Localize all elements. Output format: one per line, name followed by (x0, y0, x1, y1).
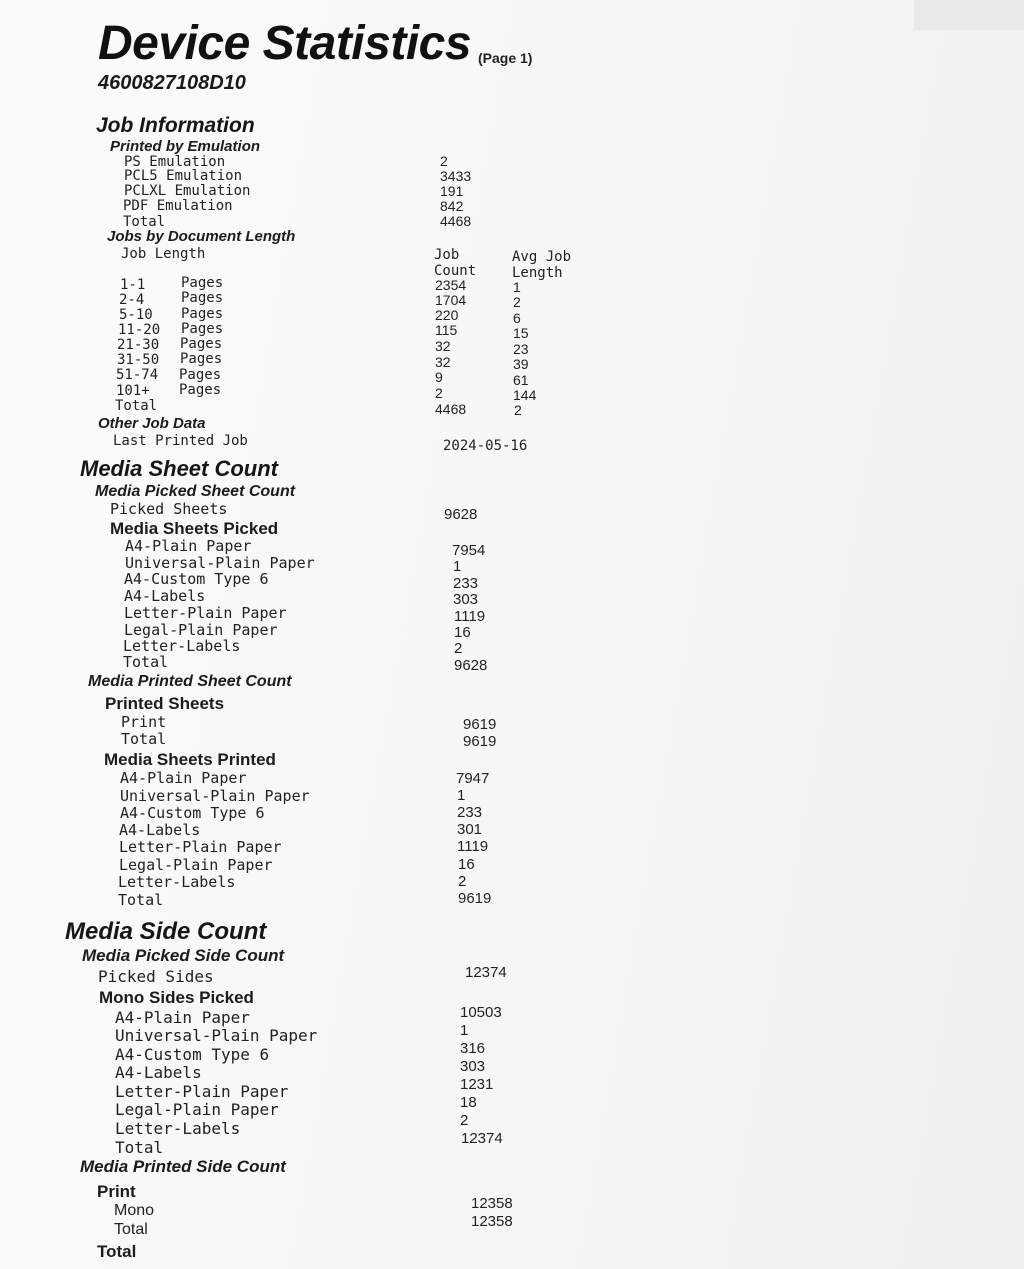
list-item-value: 1 (460, 1022, 469, 1039)
col-header-job-count: Job (434, 247, 460, 263)
media-side-count-heading: Media Side Count (65, 918, 267, 945)
list-item-label: A4-Custom Type 6 (124, 570, 269, 588)
emulation-label: PCLXL Emulation (124, 183, 251, 199)
count-cell: 2354 (435, 277, 467, 293)
count-cell: 4468 (435, 401, 467, 417)
list-item-label: A4-Plain Paper (120, 769, 247, 787)
unit-cell: Pages (180, 351, 223, 367)
list-item-value: 12374 (461, 1130, 503, 1147)
printed-sheets-heading: Printed Sheets (105, 694, 225, 713)
picked-sides-value: 12374 (465, 964, 507, 981)
list-item-label: Legal-Plain Paper (115, 1100, 279, 1119)
list-item-value: 18 (460, 1094, 477, 1111)
list-item-value: 303 (460, 1058, 486, 1075)
unit-cell: Pages (181, 275, 224, 291)
avg-cell: 2 (514, 402, 522, 418)
list-item-label: Letter-Labels (123, 637, 241, 655)
range-cell: 51-74 (116, 367, 159, 383)
list-item-label: A4-Labels (119, 821, 201, 839)
list-item-label: Total (118, 891, 164, 909)
mono-label: Mono (114, 1202, 155, 1219)
picked-sheets-label: Picked Sheets (110, 500, 228, 518)
media-printed-side-count-heading: Media Printed Side Count (80, 1157, 286, 1176)
range-cell: 101+ (116, 383, 150, 399)
list-item-label: A4-Labels (115, 1063, 202, 1082)
emulation-value: 2 (440, 153, 448, 169)
list-item-value: 16 (458, 856, 475, 873)
list-item-label: Universal-Plain Paper (120, 787, 310, 805)
emulation-label: PDF Emulation (123, 198, 233, 214)
device-serial: 4600827108D10 (98, 72, 246, 94)
list-item-value: 233 (457, 804, 483, 821)
unit-cell: Pages (180, 336, 223, 352)
list-item-value: 16 (454, 624, 471, 641)
emulation-label: PCL5 Emulation (124, 168, 243, 184)
col-header-avg-length: Length (512, 265, 563, 281)
list-item-label: Total (115, 1138, 164, 1157)
jobs-by-length-heading: Jobs by Document Length (107, 228, 296, 245)
count-cell: 1704 (435, 292, 467, 308)
list-item-value: 7947 (456, 770, 490, 787)
range-cell: 1-1 (120, 277, 146, 293)
final-total-label: Total (97, 1242, 137, 1261)
list-item-label: Universal-Plain Paper (115, 1026, 318, 1045)
last-printed-job-label: Last Printed Job (113, 433, 248, 449)
count-cell: 115 (435, 322, 458, 338)
media-sheets-printed-heading: Media Sheets Printed (104, 750, 276, 769)
list-item-label: A4-Plain Paper (115, 1008, 250, 1027)
list-item-label: Legal-Plain Paper (124, 621, 278, 639)
unit-cell: Pages (181, 290, 224, 306)
list-item-value: 1119 (457, 838, 489, 855)
page-fold-shadow (914, 0, 1024, 30)
list-item-value: 10503 (460, 1004, 502, 1021)
media-picked-sheet-count-heading: Media Picked Sheet Count (95, 483, 296, 500)
list-item-value: 2 (458, 873, 467, 890)
avg-cell: 15 (513, 325, 529, 341)
emulation-value: 842 (440, 198, 464, 214)
count-cell: 9 (435, 369, 443, 385)
picked-sheets-value: 9628 (444, 506, 478, 523)
media-picked-side-count-heading: Media Picked Side Count (82, 946, 285, 965)
avg-cell: 2 (513, 294, 521, 310)
picked-sides-label: Picked Sides (98, 967, 214, 986)
total-label: Total (115, 398, 158, 414)
list-item-value: 2 (460, 1112, 469, 1129)
unit-cell: Pages (179, 367, 222, 383)
avg-cell: 39 (513, 356, 529, 372)
media-printed-sheet-count-heading: Media Printed Sheet Count (88, 673, 292, 690)
list-item-label: Universal-Plain Paper (125, 554, 315, 572)
avg-cell: 1 (513, 279, 521, 295)
unit-cell: Pages (181, 321, 224, 337)
range-cell: 21-30 (117, 337, 160, 353)
print-value: 9619 (463, 716, 497, 733)
list-item-value: 1119 (454, 608, 486, 625)
other-job-data-heading: Other Job Data (98, 415, 206, 432)
unit-cell: Pages (181, 306, 224, 322)
list-item-value: 316 (460, 1040, 486, 1057)
range-cell: 31-50 (117, 352, 160, 368)
count-cell: 2 (435, 385, 443, 401)
list-item-value: 7954 (452, 542, 486, 559)
list-item-value: 1 (453, 558, 462, 575)
printed-by-emulation-heading: Printed by Emulation (110, 138, 261, 155)
emulation-label: Total (123, 214, 166, 230)
emulation-value: 191 (440, 183, 464, 199)
mono-sides-picked-heading: Mono Sides Picked (99, 988, 254, 1007)
mono-value: 12358 (471, 1195, 513, 1212)
col-header-job-count: Count (434, 263, 477, 279)
emulation-value: 4468 (440, 213, 472, 229)
printed-total-value: 9619 (463, 733, 497, 750)
count-cell: 32 (435, 338, 451, 354)
avg-cell: 144 (513, 387, 537, 403)
last-printed-job-value: 2024-05-16 (443, 438, 528, 454)
list-item-label: Letter-Labels (118, 873, 236, 891)
page-number-label: (Page 1) (478, 50, 533, 66)
avg-cell: 6 (513, 310, 521, 326)
list-item-value: 1231 (460, 1076, 494, 1093)
count-cell: 220 (435, 307, 459, 323)
range-cell: 11-20 (118, 322, 161, 338)
job-information-heading: Job Information (96, 114, 255, 137)
col-header-avg-length: Avg Job (512, 249, 572, 265)
media-sheet-count-heading: Media Sheet Count (80, 456, 279, 481)
print-label: Print (121, 713, 167, 731)
printed-total-label: Total (121, 730, 167, 748)
list-item-label: Letter-Labels (115, 1119, 241, 1138)
list-item-label: Letter-Plain Paper (119, 838, 282, 856)
media-sheets-picked-heading: Media Sheets Picked (110, 519, 279, 538)
page-title: Device Statistics (98, 17, 472, 70)
list-item-label: A4-Plain Paper (125, 537, 252, 555)
emulation-value: 3433 (440, 168, 472, 184)
list-item-label: Legal-Plain Paper (119, 856, 273, 874)
range-cell: 2-4 (119, 292, 145, 308)
range-cell: 5-10 (119, 307, 153, 323)
col-header-job-length: Job Length (121, 246, 206, 262)
list-item-value: 233 (453, 575, 479, 592)
printed-side-total-value: 12358 (471, 1213, 513, 1230)
list-item-label: Letter-Plain Paper (124, 604, 287, 622)
list-item-value: 9619 (458, 890, 492, 907)
emulation-label: PS Emulation (124, 154, 226, 170)
unit-cell: Pages (179, 382, 222, 398)
list-item-value: 301 (457, 821, 483, 838)
list-item-value: 303 (453, 591, 479, 608)
list-item-label: Letter-Plain Paper (115, 1082, 289, 1101)
list-item-label: A4-Custom Type 6 (120, 804, 265, 822)
avg-cell: 61 (513, 372, 529, 388)
printed-side-total-label: Total (114, 1221, 148, 1238)
list-item-label: Total (123, 653, 169, 671)
list-item-value: 2 (454, 640, 463, 657)
list-item-value: 9628 (454, 657, 488, 674)
print-heading: Print (97, 1182, 136, 1201)
list-item-value: 1 (457, 787, 466, 804)
list-item-label: A4-Labels (124, 587, 206, 605)
count-cell: 32 (435, 354, 451, 370)
avg-cell: 23 (513, 341, 529, 357)
list-item-label: A4-Custom Type 6 (115, 1045, 270, 1064)
